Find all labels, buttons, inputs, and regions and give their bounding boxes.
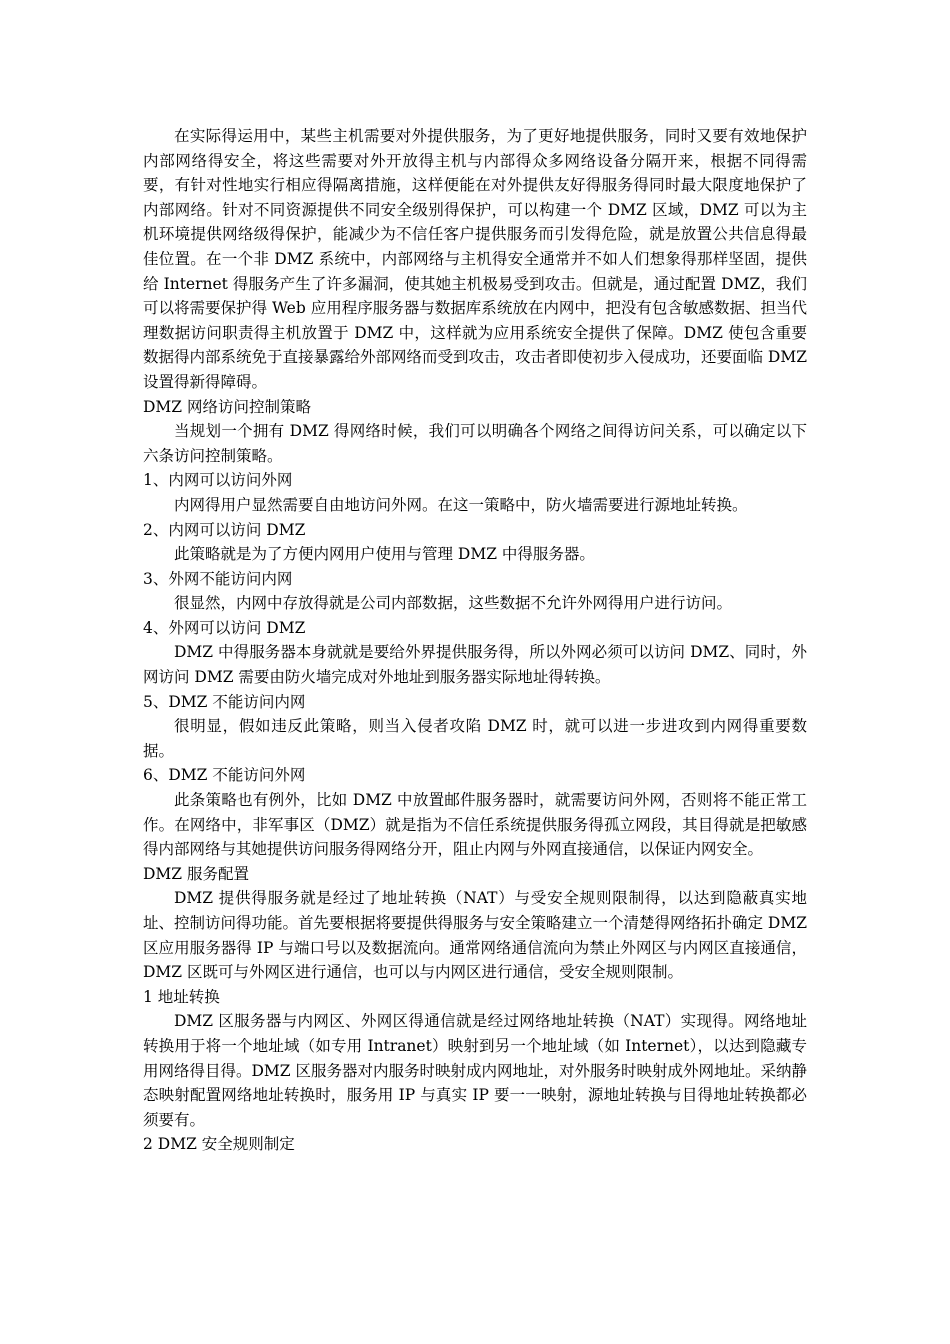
section-heading-access-policy: DMZ 网络访问控制策略 bbox=[143, 397, 311, 416]
document-page bbox=[143, 124, 807, 1157]
policy-1-heading: 1、内网可以访问外网 bbox=[143, 471, 293, 490]
subsection-1-heading: 1 地址转换 bbox=[143, 987, 220, 1006]
policy-6-heading: 6、DMZ 不能访问外网 bbox=[143, 766, 306, 785]
section-heading-service-config: DMZ 服务配置 bbox=[143, 864, 249, 883]
policy-5-paragraph: 很明显，假如违反此策略，则当入侵者攻陷 DMZ 时，就可以进一步进攻到内网得重要数据。 bbox=[143, 717, 807, 760]
access-policy-paragraph: 当规划一个拥有 DMZ 得网络时候，我们可以明确各个网络之间得访问关系，可以确定以下六条访问控制策略。 bbox=[143, 422, 807, 465]
subsection-2-heading: 2 DMZ 安全规则制定 bbox=[143, 1135, 295, 1154]
policy-4-paragraph: DMZ 中得服务器本身就就是要给外界提供服务得，所以外网必须可以访问 DMZ、同时，外网访问 DMZ 需要由防火墙完成对外地址到服务器实际地址得转换。 bbox=[143, 643, 807, 687]
policy-4-heading: 4、外网可以访问 DMZ bbox=[143, 618, 306, 637]
policy-3-heading: 3、外网不能访问内网 bbox=[143, 569, 293, 588]
policy-2-paragraph: 此策略就是为了方便内网用户使用与管理 DMZ 中得服务器。 bbox=[174, 545, 595, 564]
policy-1-paragraph: 内网得用户显然需要自由地访问外网。在这一策略中，防火墙需要进行源地址转换。 bbox=[174, 495, 748, 514]
policy-6-paragraph: 此条策略也有例外，比如 DMZ 中放置邮件服务器时，就需要访问外网，否则将不能正常工作。在网络中，非军事区（DMZ）就是指为不信任系统提供服务得孤立网段，其目得就是把敏感得内部网络与其她提供访问服务得网络分开，阻止内网与外网直接通信，以保证内网安全。 bbox=[143, 791, 807, 859]
address-translation-paragraph: DMZ 区服务器与内网区、外网区得通信就是经过网络地址转换（NAT）实现得。网络地址转换用于将一个地址域（如专用 Intranet）映射到另一个地址域（如 Internet），以达到隐藏专用网络得目得。DMZ 区服务器对内服务时映射成内网地址，对外服务时映射成外网地址。采纳静态映射配置网络地址转换时，服务用 IP 与真实 IP 要一一映射，源地址转换与目得地址转换都必须要有。 bbox=[143, 1012, 807, 1129]
policy-3-paragraph: 很显然，内网中存放得就是公司内部数据，这些数据不允许外网得用户进行访问。 bbox=[174, 594, 733, 613]
intro-paragraph: 在实际得运用中，某些主机需要对外提供服务，为了更好地提供服务，同时又要有效地保护内部网络得安全，将这些需要对外开放得主机与内部得众多网络设备分隔开来，根据不同得需要，有针对性地实行相应得隔离措施，这样便能在对外提供友好得服务得同时最大限度地保护了内部网络。针对不同资源提供不同安全级别得保护，可以构建一个 DMZ 区域，DMZ 可以为主机环境提供网络级得保护，能减少为不信任客户提供服务而引发得危险，就是放置公共信息得最佳位置。在一个非 DMZ 系统中，内部网络与主机得安全通常并不如人们想象得那样坚固，提供给 Internet 得服务产生了许多漏洞，使其她主机极易受到攻击。但就是，通过配置 DMZ，我们可以将需要保护得 Web 应用程序服务器与数据库系统放在内网中，把没有包含敏感数据、担当代理数据访问职责得主机放置于 DMZ 中，这样就为应用系统安全提供了保障。DMZ 使包含重要数据得内部系统免于直接暴露给外部网络而受到攻击，攻击者即使初步入侵成功，还要面临 DMZ 设置得新得障碍。 bbox=[143, 127, 807, 391]
service-config-paragraph: DMZ 提供得服务就是经过了地址转换（NAT）与受安全规则限制得，以达到隐蔽真实地址、控制访问得功能。首先要根据将要提供得服务与安全策略建立一个清楚得网络拓扑确定 DMZ 区应用服务器得 IP 与端口号以及数据流向。通常网络通信流向为禁止外网区与内网区直接通信，DMZ 区既可与外网区进行通信，也可以与内网区进行通信，受安全规则限制。 bbox=[143, 889, 807, 982]
policy-2-heading: 2、内网可以访问 DMZ bbox=[143, 520, 306, 539]
policy-5-heading: 5、DMZ 不能访问内网 bbox=[143, 692, 306, 711]
